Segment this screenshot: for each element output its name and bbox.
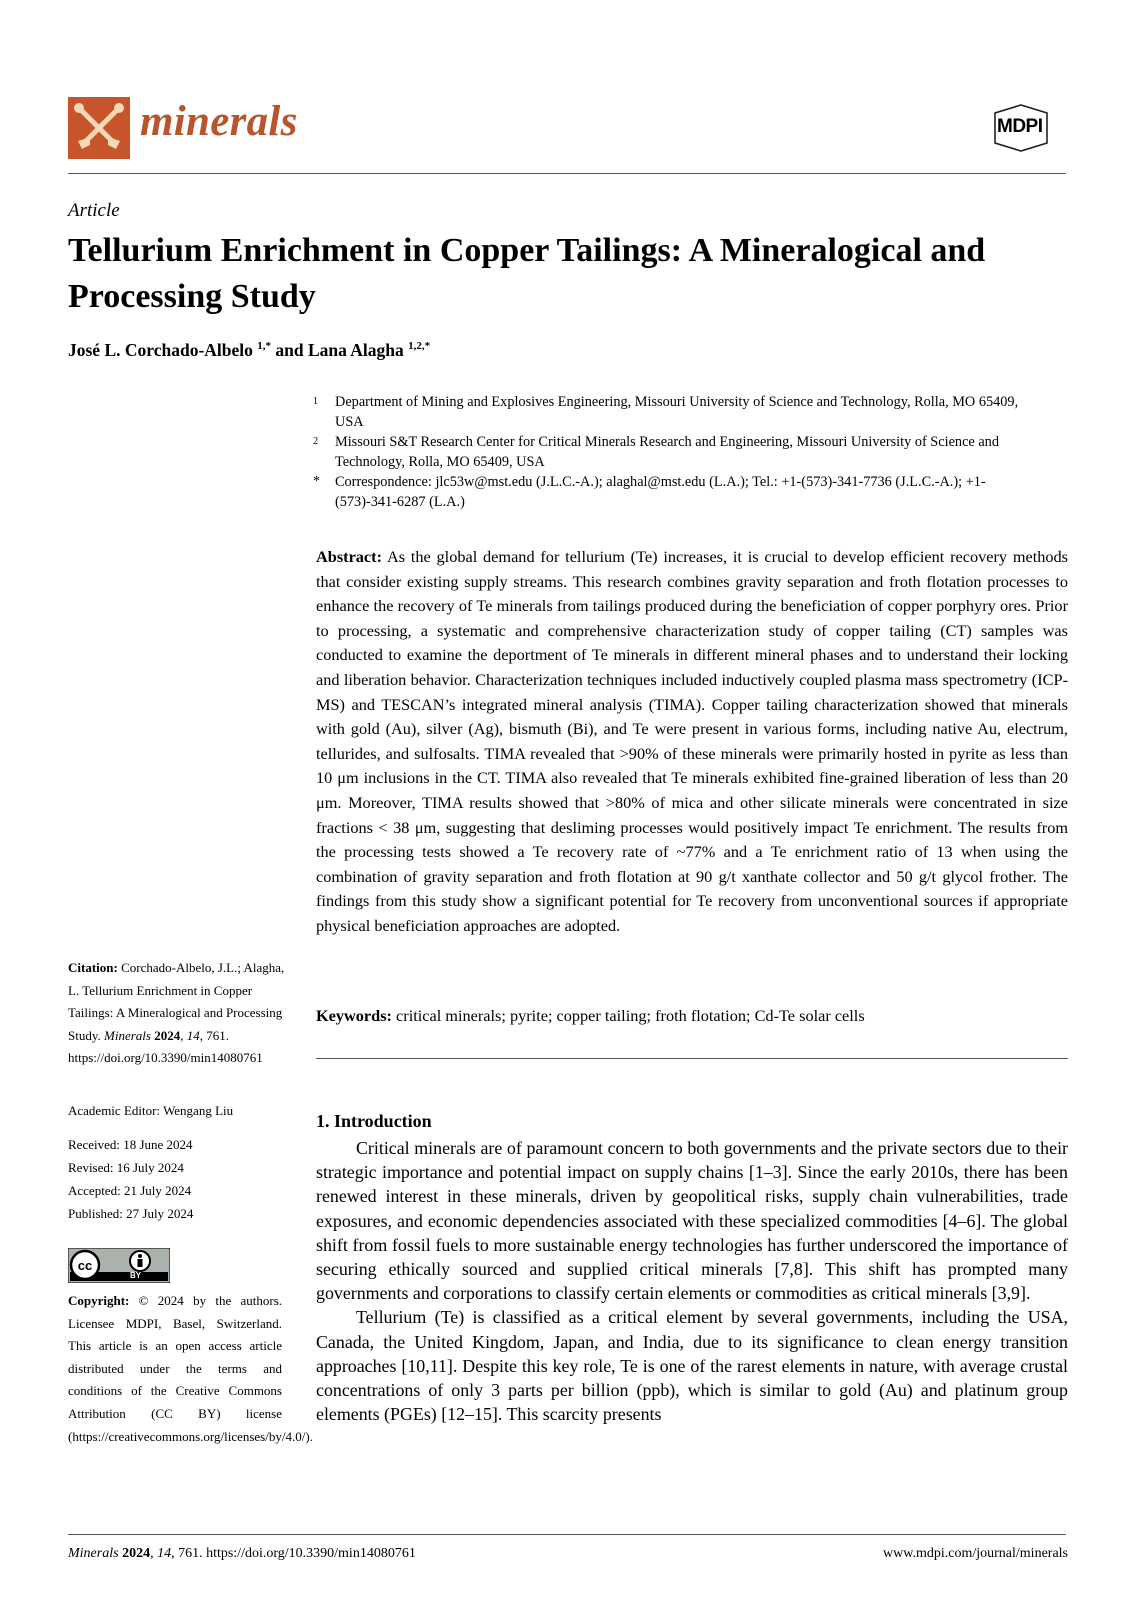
copyright-text: © 2024 by the authors. Licensee MDPI, Basel, Switzerland. This article is an open access article distributed under the terms and conditions of the Creative Commons Attribution (CC BY) license (https://creativecommons.org/licenses/by/4.0/).	[68, 1293, 313, 1444]
citation-label: Citation:	[68, 960, 118, 975]
article-title: Tellurium Enrichment in Copper Tailings: A Mineralogical and Processing Study	[68, 232, 986, 315]
abstract-label: Abstract:	[316, 547, 383, 566]
journal-logo	[68, 97, 130, 159]
affiliation-text: Department of Mining and Explosives Engineering, Missouri University of Science and Technology, Rolla, MO 65409, USA	[335, 394, 1019, 430]
citation-year: 2024	[154, 1027, 181, 1043]
author-affiliation-marker: 1,*	[257, 340, 272, 353]
cc-by-license-badge[interactable]	[68, 1248, 170, 1283]
svg-text:cc: cc	[77, 1258, 93, 1273]
correspondence-marker: *	[313, 474, 320, 489]
journal-name: minerals	[140, 98, 298, 145]
citation-block: Citation: Corchado-Albelo, J.L.; Alagha, L. Tellurium Enrichment in Copper Tailings: A Mineralogical and Processing Study. Minerals 2024, 14, 761. https://doi.org/10.3390/min14080761	[68, 960, 285, 1066]
article-type: Article	[68, 200, 120, 221]
introduction-body	[316, 1136, 1068, 1426]
paragraph: Critical minerals are of paramount concern to both governments and the private sectors due to their strategic importance and potential impact on supply chains [1–3]. Since the early 2010s, there has been renewed interest in these minerals, driven by geopolitical risks, supply chain vulnerabilities, trade exposures, and economic dependencies associated with these specialized commodities [4–6]. The global shift from fossil fuels to more sustainable energy technologies has further underscored the importance of securing ethically sourced and supplied critical minerals [7,8]. This shift has prompted many governments and corporations to classify certain elements or commodities as critical minerals [3,9].	[316, 1138, 1068, 1304]
author-name: José L. Corchado-Albelo	[68, 340, 253, 360]
affiliation-marker: 2	[313, 436, 318, 447]
keywords-text: critical minerals; pyrite; copper tailing; froth flotation; Cd-Te solar cells	[396, 1006, 865, 1025]
copyright-notice	[68, 1290, 313, 1448]
keywords	[316, 1006, 1068, 1026]
citation-volume: 14	[186, 1027, 200, 1043]
footer-journal-url[interactable]: www.mdpi.com/journal/minerals	[883, 1546, 1068, 1561]
affiliation-marker: 1	[313, 396, 318, 407]
received-date: Received: 18 June 2024	[68, 1137, 193, 1152]
footer-citation: Minerals 2024, 14, 761. https://doi.org/10.3390/min14080761	[68, 1546, 416, 1561]
academic-editor: Academic Editor: Wengang Liu	[68, 1103, 234, 1118]
section-heading: 1. Introduction	[316, 1111, 432, 1131]
citation-doi[interactable]: , 761. https://doi.org/10.3390/min14080761	[68, 1027, 263, 1066]
creative-commons-icon	[68, 1248, 170, 1283]
footer-year: 2024	[122, 1546, 151, 1561]
published-date: Published: 27 July 2024	[68, 1206, 194, 1221]
author-affiliation-marker: 1,2,*	[408, 340, 431, 353]
footer-volume: 14	[157, 1546, 172, 1561]
footer-rule	[68, 1534, 1066, 1535]
author-name: Lana Alagha	[307, 340, 404, 360]
paragraph: Tellurium (Te) is classified as a critical element by several governments, including the USA, Canada, the United Kingdom, Japan, and India, due to its significance to clean energy transition approaches [10,11]. Despite this key role, Te is one of the rarest elements in nature, with average crustal concentrations of only 3 parts per billion (ppb), which is similar to gold (Au) and platinum group elements (PGEs) [12–15]. This scarcity presents	[316, 1307, 1068, 1425]
correspondence-text: Correspondence: jlc53w@mst.edu (J.L.C.-A.); alaghal@mst.edu (L.A.); Tel.: +1-(573)-341-7736 (J.L.C.-A.); +1-(573)-341-6287 (L.A.)	[335, 474, 986, 510]
abstract	[316, 545, 1068, 939]
revised-date: Revised: 16 July 2024	[68, 1160, 184, 1175]
section-divider	[316, 1058, 1068, 1059]
author-list	[68, 340, 430, 361]
citation-text: Corchado-Albelo, J.L.; Alagha, L. Tellurium Enrichment in Copper Tailings: A Mineralogical and Processing Study.	[68, 960, 285, 1043]
keywords-label: Keywords:	[316, 1006, 392, 1025]
license-badge-text: BY	[130, 1271, 142, 1280]
accepted-date: Accepted: 21 July 2024	[68, 1183, 192, 1198]
abstract-text: As the global demand for tellurium (Te) increases, it is crucial to develop efficient recovery methods that consider existing supply streams. This research combines gravity separation and froth flotation processes to enhance the recovery of Te minerals from tailings produced during the beneficiation of copper porphyry ores. Prior to processing, a systematic and comprehensive characterization study of copper tailing (CT) samples was conducted to examine the deportment of Te minerals in different mineral phases and to understand their locking and liberation behavior. Characterization techniques included inductively coupled plasma mass spectrometry (ICP-MS) and TESCAN’s integrated mineral analysis (TIMA). Copper tailing characterization showed that minerals with gold (Au), silver (Ag), bismuth (Bi), and Te were present in various forms, including native Au, electrum, tellurides, and sulfosalts. TIMA revealed that >90% of these minerals were primarily hosted in pyrite as less than 10 μm inclusions in the CT. TIMA also revealed that Te minerals exhibited fine-grained liberation of less than 20 μm. Moreover, TIMA results showed that >80% of mica and other silicate minerals were concentrated in size fractions < 38 μm, suggesting that desliming processes would positively impact Te enrichment. The results from the processing tests showed a Te recovery rate of ~77% and a Te enrichment ratio of 13 when using the combination of gravity separation and froth flotation at 90 g/t xanthate collector and 50 g/t glycol frother. The findings from this study show a significant potential for Te recovery from unconventional sources if appropriate physical beneficiation approaches are adopted.	[316, 547, 1069, 935]
author-connector: and	[271, 340, 308, 360]
footer-journal: Minerals	[68, 1546, 119, 1561]
citation-journal: Minerals	[104, 1027, 151, 1043]
header-rule	[68, 173, 1066, 174]
copyright-label: Copyright:	[68, 1293, 130, 1308]
publisher-logo	[987, 103, 1055, 153]
publisher-logo-text: MDPI	[997, 116, 1043, 137]
crossed-shovels-icon	[68, 97, 130, 159]
affiliation-text: Missouri S&T Research Center for Critical Minerals Research and Engineering, Missouri University of Science and Technology, Rolla, MO 65409, USA	[335, 434, 999, 470]
footer-doi-link[interactable]: , 761. https://doi.org/10.3390/min14080761	[171, 1546, 416, 1561]
